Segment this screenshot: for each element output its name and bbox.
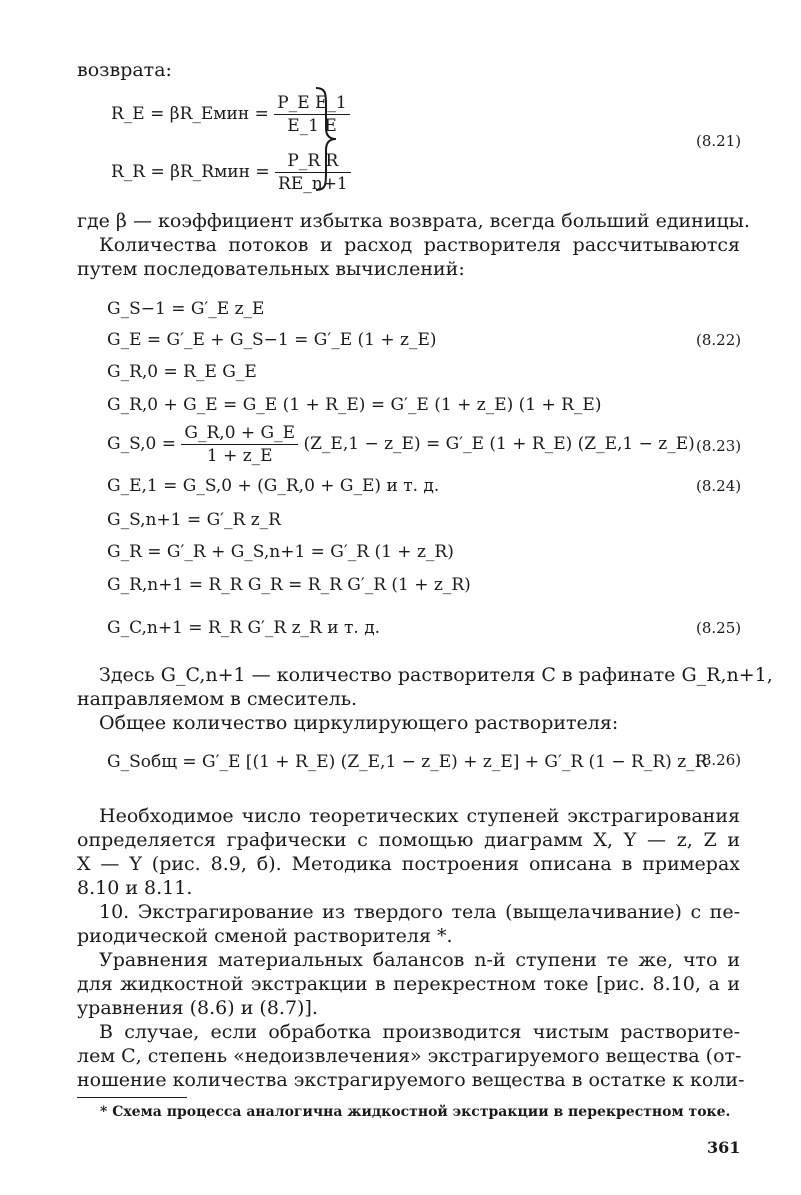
- equation-gr0: G_R,0 = R_E G_E: [107, 362, 257, 382]
- right-brace-icon: [314, 86, 338, 192]
- equation-gr-n-plus-1: G_R,n+1 = R_R G_R = R_R G′_R (1 + z_R): [107, 575, 471, 595]
- paragraph-4: Общее количество циркулирующего растворителя:: [99, 712, 619, 734]
- equation-gs0-fraction: [181, 422, 298, 467]
- equation-gs-minus-1: G_S−1 = G′_E z_E: [107, 299, 265, 319]
- eq-8-21-number: (8.21): [696, 132, 742, 150]
- paragraph-8-line-3: ношение количества экстрагируемого вещества в остатке к коли-: [77, 1069, 745, 1091]
- eq-8-24-number: (8.24): [696, 477, 742, 495]
- paragraph-1: где β — коэффициент избытка возврата, всегда больший единицы.: [77, 210, 750, 232]
- eq-8-23-number: (8.23): [696, 437, 742, 455]
- equation-gr0-plus-ge: G_R,0 + G_E = G_E (1 + R_E) = G′_E (1 + z_E) (1 + R_E): [107, 395, 602, 415]
- eq-8-21-line1-lhs: R_E = βR_Eмин =: [111, 104, 269, 124]
- paragraph-7-line-2: для жидкостной экстракции в перекрестном токе [рис. 8.10, а и: [77, 973, 740, 995]
- paragraph-5-line-4: 8.10 и 8.11.: [77, 877, 193, 899]
- eq-8-21-line2-lhs: R_R = βR_Rмин =: [111, 162, 270, 182]
- eq-8-21-line1-denominator: E_1 E: [287, 116, 337, 136]
- paragraph-8-line-2: лем С, степень «недоизвлечения» экстрагируемого вещества (от-: [77, 1045, 742, 1067]
- eq-8-21-line2-numerator: P_R R: [275, 150, 351, 173]
- equation-ge: G_E = G′_E + G_S−1 = G′_E (1 + z_E): [107, 330, 437, 350]
- paragraph-5-line-3: X — Y (рис. 8.9, б). Методика построения описана в примерах: [77, 853, 740, 875]
- equation-gs-total: G_Sобщ = G′_E [(1 + R_E) (Z_E,1 − z_E) + z_E] + G′_R (1 − R_R) z_R: [107, 752, 708, 772]
- equation-ge1: G_E,1 = G_S,0 + (G_R,0 + G_E) и т. д.: [107, 476, 440, 496]
- paragraph-8-line-1: В случае, если обработка производится чистым растворите-: [99, 1021, 740, 1043]
- paragraph-5-line-1: Необходимое число теоретических ступеней экстрагирования: [99, 805, 740, 827]
- paragraph-6-line-1: 10. Экстрагирование из твердого тела (выщелачивание) с пе-: [99, 901, 740, 923]
- page-number: 361: [707, 1138, 741, 1157]
- paragraph-7-line-1: Уравнения материальных балансов n-й ступени те же, что и: [99, 949, 740, 971]
- eq-8-21-line2-denominator: RE_n+1: [278, 174, 348, 194]
- equation-gr: G_R = G′_R + G_S,n+1 = G′_R (1 + z_R): [107, 542, 454, 562]
- paragraph-6-line-2: риодической сменой растворителя *.: [77, 925, 453, 947]
- paragraph-3-line-1: Здесь G_C,n+1 — количество растворителя С в рафинате G_R,n+1,: [99, 664, 773, 686]
- intro-word: возврата:: [77, 59, 172, 81]
- eq-8-26-number: (8.26): [696, 751, 742, 769]
- eq-8-22-number: (8.22): [696, 331, 742, 349]
- eq-8-25-number: (8.25): [696, 619, 742, 637]
- paragraph-2-line-1: Количества потоков и расход растворителя рассчитываются: [99, 234, 740, 256]
- equation-gs0-lhs: G_S,0 =: [107, 434, 176, 454]
- footnote: * Схема процесса аналогична жидкостной экстракции в перекрестном токе.: [100, 1104, 731, 1120]
- eq-8-21-line2-fraction: [275, 150, 351, 195]
- equation-gc-n-plus-1: G_C,n+1 = R_R G′_R z_R и т. д.: [107, 618, 381, 638]
- equation-gs0-rhs: (Z_E,1 − z_E) = G′_E (1 + R_E) (Z_E,1 − z_E): [303, 434, 695, 454]
- footnote-divider: [77, 1097, 187, 1098]
- eq-8-21-line1-numerator: P_E E_1: [274, 92, 349, 115]
- equation-gs0-denominator: 1 + z_E: [206, 446, 273, 466]
- paragraph-2-line-2: путем последовательных вычислений:: [77, 258, 465, 280]
- equation-gs0: [107, 422, 695, 467]
- paragraph-5-line-2: определяется графически с помощью диаграмм X, Y — z, Z и: [77, 829, 740, 851]
- equation-gs-n-plus-1: G_S,n+1 = G′_R z_R: [107, 510, 281, 530]
- paragraph-3-line-2: направляемом в смеситель.: [77, 688, 358, 710]
- eq-8-21-line1-fraction: [274, 92, 349, 137]
- paragraph-7-line-3: уравнения (8.6) и (8.7)].: [77, 997, 318, 1019]
- equation-gs0-numerator: G_R,0 + G_E: [181, 422, 298, 445]
